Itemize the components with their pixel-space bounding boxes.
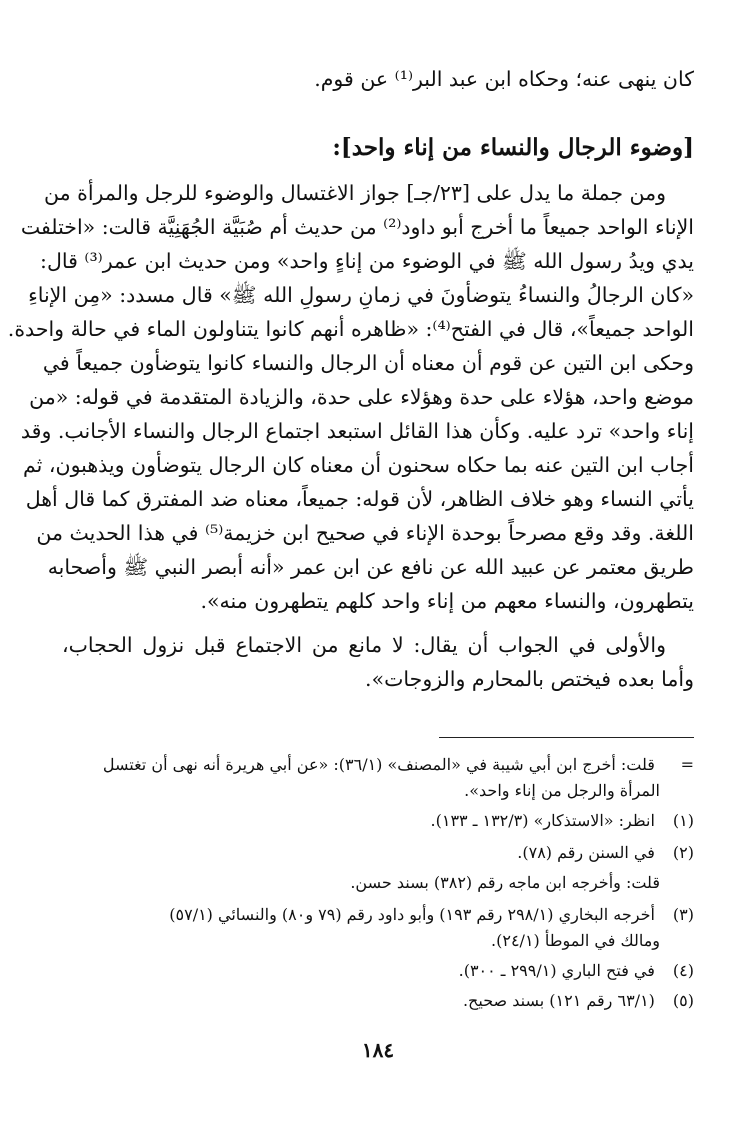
footnote-text: أخرجه البخاري (٢٩٨/١ رقم ١٩٣) وأبو داود رقم (٧٩ و٨٠) والنسائي (٥٧/١) — [169, 905, 655, 924]
paragraph-line: ومن جملة ما يدل على [٢٣/جـ] جواز الاغتسال والوضوء للرجل والمرأة من — [44, 181, 666, 205]
footnote-number: (٥) — [672, 991, 694, 1010]
paragraph-line: وحكى ابن التين عن قوم أن معناه أن الرجال والنساء كانوا يتوضأون جميعاً في — [42, 351, 694, 375]
footnote-number: (٣) — [672, 905, 694, 924]
footnote-text: في السنن رقم (٧٨). — [517, 843, 655, 862]
footnote-text: (٦٣/١ رقم ١٢١) بسند صحيح. — [462, 991, 655, 1010]
footnote-continuation — [62, 752, 694, 778]
paragraph-line: الواحد جميعاً»، قال في الفتح⁽⁴⁾: «ظاهره أنهم كانوا يتناولون الماء في حالة واحدة. — [7, 317, 694, 341]
footnote-number: (١) — [672, 811, 694, 830]
footnote-text: انظر: «الاستذكار» (١٣٢/٣ ـ ١٣٣). — [430, 811, 655, 830]
footnote-4 — [62, 958, 694, 984]
footnote-number: (٤) — [672, 961, 694, 980]
footnote-separator — [439, 737, 694, 738]
footnote-number: (٢) — [672, 843, 694, 862]
section-heading: [وضوء الرجال والنساء من إناء واحد]: — [332, 134, 694, 161]
footnote-text: في فتح الباري (٢٩٩/١ ـ ٣٠٠). — [458, 961, 655, 980]
footnote-5 — [62, 988, 694, 1014]
paragraph-line: أجاب ابن التين عنه بما حكاه سحنون أن معناه كان الرجال يتوضأون ويذهبون، ثم — [23, 453, 694, 477]
footnote-text: قلت: وأخرجه ابن ماجه رقم (٣٨٢) بسند حسن. — [350, 873, 660, 892]
paragraph-line: موضع واحد، هؤلاء على حدة وهؤلاء على حدة، والزيادة المتقدمة في قوله: «من — [29, 385, 694, 409]
top-continuation-line: كان ينهى عنه؛ وحكاه ابن عبد البر⁽¹⁾ عن قوم. — [314, 67, 694, 91]
paragraph-line: الإناء الواحد جميعاً ما أخرج أبو داود⁽²⁾ من حديث أم صُبَيَّة الجُهَنِيَّة قالت: «اختلفت — [20, 215, 694, 239]
page-number: ١٨٤ — [361, 1038, 395, 1062]
paragraph-line: يأتي النساء وهو خلاف الظاهر، لأن قوله: جميعاً، معناه ضد المفترق كما قال أهل — [25, 487, 694, 511]
footnote-text: قلت: أخرج ابن أبي شيبة في «المصنف» (٣٦/١): «عن أبي هريرة أنه نهى أن تغتسل — [102, 755, 655, 774]
footnote-continuation-marker: = — [680, 755, 694, 774]
footnote-text: ومالك في الموطأ (٢٤/١). — [491, 931, 660, 950]
paragraph-line: وأما بعده فيختص بالمحارم والزوجات». — [365, 667, 694, 691]
paragraph-line: والأولى في الجواب أن يقال: لا مانع من الاجتماع قبل نزول الحجاب، — [62, 633, 666, 657]
paragraph-line: اللغة. وقد وقع مصرحاً بوحدة الإناء في صحيح ابن خزيمة⁽⁵⁾ في هذا الحديث من — [36, 521, 694, 545]
paragraph-line: طريق معتمر عن عبيد الله عن نافع عن ابن عمر «أنه أبصر النبي ﷺ وأصحابه — [47, 555, 694, 579]
footnote-2 — [62, 840, 694, 866]
paragraph-line: يدي ويدُ رسول الله ﷺ في الوضوء من إناءٍ واحد» ومن حديث ابن عمر⁽³⁾ قال: — [40, 249, 694, 273]
footnote-text: المرأة والرجل من إناء واحد». — [464, 781, 660, 800]
paragraph-line: إناء واحد» ترد عليه. وكأن هذا القائل استبعد اجتماع الرجال والنساء الأجانب. وقد — [20, 419, 694, 443]
paragraph-line: «كان الرجالُ والنساءُ يتوضأونَ في زمانِ رسولِ الله ﷺ» قال مسدد: «مِن الإناءِ — [28, 283, 694, 307]
footnote-1 — [62, 808, 694, 834]
footnote-3 — [62, 902, 694, 928]
paragraph-line: يتطهرون، والنساء معهم من إناء واحد كلهم يتطهرون منه». — [200, 589, 694, 613]
